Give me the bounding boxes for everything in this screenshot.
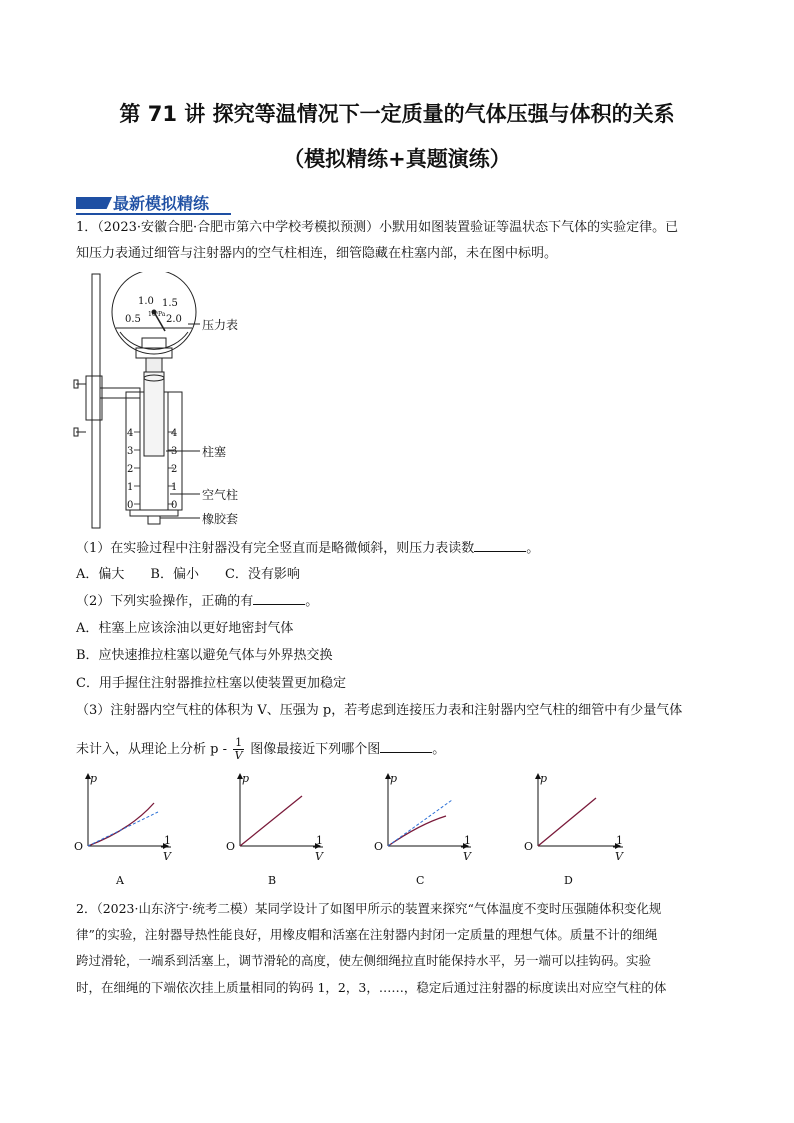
q1-sub1-text: （1）在实验过程中注射器没有完全竖直而是略微倾斜，则压力表读数 — [76, 541, 475, 556]
q1-sub2-option-a: A．柱塞上应该涂油以更好地密封气体 — [76, 621, 294, 636]
graph-a[interactable] — [88, 774, 168, 846]
graph-d[interactable] — [538, 774, 620, 846]
graph-c-x-den: V — [463, 850, 471, 863]
scale-left-3: 3 — [127, 446, 134, 457]
q1-stem-line2: 知压力表通过细管与注射器内的空气柱相连，细管隐藏在柱塞内部，未在图中标明。 — [76, 246, 558, 261]
q1-sub3-line2 — [76, 737, 726, 762]
graph-a-curve — [88, 803, 154, 846]
gauge-label: 压力表 — [202, 318, 239, 332]
graph-a-x-den: V — [163, 850, 171, 863]
gauge-tick-4: 2.0 — [166, 314, 182, 325]
q2-line3: 跨过滑轮，一端系到活塞上，调节滑轮的高度，使左侧细绳拉直时能保持水平，另一端可以挂钩码。实验 — [76, 953, 652, 968]
scale-left-2: 2 — [127, 464, 134, 475]
scale-right-1: 1 — [171, 482, 178, 493]
banner-bar-icon — [76, 197, 112, 209]
q1-sub3-text-b: 图像最接近下列哪个图 — [250, 742, 381, 757]
clamp-arm — [100, 388, 140, 398]
gauge-tick-2: 1.5 — [162, 298, 178, 309]
q1-sub1-end: 。 — [526, 541, 540, 556]
scale-left-0: 0 — [127, 500, 134, 511]
q1-stem-line1: 1．（2023·安徽合肥·合肥市第六中学校考模拟预测）小默用如图装置验证等温状态下气体的实验定律。已 — [76, 220, 679, 235]
q1-sub1-options: A．偏大 B．偏小 C．没有影响 — [76, 567, 300, 582]
graph-c-x-num: 1 — [464, 834, 471, 847]
air-column-label: 空气柱 — [202, 488, 239, 502]
graph-c-label: C — [416, 874, 425, 887]
q2-line2: 律”的实验，注射器导热性能良好，用橡皮帽和活塞在注射器内封闭一定质量的理想气体。质量不计的细绳 — [76, 927, 658, 942]
section-banner — [76, 193, 726, 215]
fraction-numerator: 1 — [235, 736, 243, 749]
fraction-denominator: V — [234, 749, 243, 762]
rubber-cap — [148, 516, 160, 524]
graph-c-curve — [388, 816, 446, 846]
q1-sub1-blank[interactable] — [474, 539, 526, 552]
graph-c[interactable] — [388, 774, 468, 846]
graph-a-x-num: 1 — [164, 834, 171, 847]
graph-d-origin: O — [524, 840, 534, 853]
gauge-unit: 10⁵Pa — [148, 311, 166, 318]
gauge-tick-1: 1.0 — [138, 296, 154, 307]
q1-sub3-blank[interactable] — [380, 740, 432, 753]
section-label: 最新模拟精练 — [113, 194, 210, 213]
scale-right-0: 0 — [171, 500, 178, 511]
scale-left-4: 4 — [127, 428, 134, 439]
q1-option-graphs — [60, 768, 680, 890]
graph-b[interactable] — [240, 774, 320, 846]
graph-b-label: B — [268, 874, 277, 887]
graph-a-axis-p: p — [90, 772, 98, 785]
q1-sub2-option-b: B．应快速推拉柱塞以避免气体与外界热交换 — [76, 648, 333, 663]
scale-left-1: 1 — [127, 482, 134, 493]
graph-c-dashed — [388, 800, 452, 846]
graph-c-axis-p: p — [390, 772, 398, 785]
page-title-line1: 第 71 讲 探究等温情况下一定质量的气体压强与体积的关系 — [119, 102, 675, 126]
graph-c-origin: O — [374, 840, 384, 853]
q1-sub3-text-a: 未计入，从理论上分析 p - — [76, 742, 227, 757]
q1-sub1 — [76, 538, 726, 560]
plunger-label: 柱塞 — [202, 445, 227, 459]
graph-a-origin: O — [74, 840, 84, 853]
gauge-tick-3: 0.5 — [125, 314, 141, 325]
banner-underline — [76, 213, 231, 215]
graph-d-label: D — [564, 874, 573, 887]
graph-b-line — [240, 796, 302, 846]
graph-d-x-num: 1 — [616, 834, 623, 847]
q1-sub2-text: （2）下列实验操作，正确的有 — [76, 594, 254, 609]
graph-a-label: A — [116, 874, 124, 887]
q1-sub2-option-c: C．用手握住注射器推拉柱塞以使装置更加稳定 — [76, 676, 346, 691]
q1-sub2 — [76, 591, 726, 613]
q1-sub2-blank[interactable] — [253, 592, 305, 605]
q1-sub3-end: 。 — [432, 742, 446, 757]
scale-right-3: 3 — [171, 446, 178, 457]
stand-rod — [92, 274, 100, 528]
page-title-line2: （模拟精练+真题演练） — [283, 147, 511, 171]
graph-b-x-den: V — [315, 850, 323, 863]
graph-b-origin: O — [226, 840, 236, 853]
q2-line1: 2．（2023·山东济宁·统考二模）某同学设计了如图甲所示的装置来探究“气体温度不变时压强随体积变化规 — [76, 901, 662, 916]
graph-d-axis-p: p — [540, 772, 548, 785]
graph-d-x-den: V — [615, 850, 623, 863]
scale-right-4: 4 — [171, 428, 178, 439]
rubber-sleeve-label: 橡胶套 — [202, 512, 239, 526]
q1-sub3-line1: （3）注射器内空气柱的体积为 V、压强为 p，若考虑到连接压力表和注射器内空气柱的细管中有少量气体 — [76, 703, 683, 718]
q1-sub3-fraction — [233, 737, 244, 762]
q1-apparatus-figure — [70, 272, 270, 530]
q1-sub2-end: 。 — [305, 594, 319, 609]
scale-right-2: 2 — [171, 464, 178, 475]
graph-b-axis-p: p — [242, 772, 250, 785]
q2-line4: 时，在细绳的下端依次挂上质量相同的钩码 1，2，3，……，稳定后通过注射器的标度读出对应空气柱的体 — [76, 980, 667, 995]
plunger — [144, 372, 164, 456]
graph-b-x-num: 1 — [316, 834, 323, 847]
graph-d-line — [538, 798, 596, 846]
